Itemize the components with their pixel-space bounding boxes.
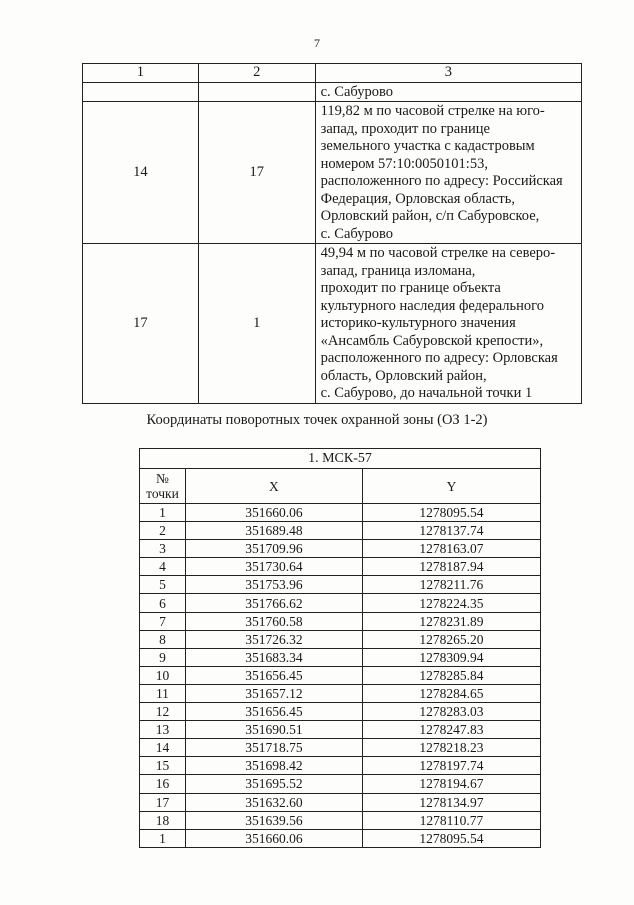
y-coordinate: 1278194.67 bbox=[362, 775, 540, 793]
point-number: 18 bbox=[140, 811, 186, 829]
boundary-continuation-row bbox=[83, 82, 582, 102]
description-line: с. Сабурово, до начальной точки 1 bbox=[320, 385, 533, 401]
table-row bbox=[140, 576, 541, 594]
x-coordinate: 351760.58 bbox=[185, 612, 362, 630]
description-line: культурного наследия федерального bbox=[320, 297, 544, 314]
y-coordinate: 1278187.94 bbox=[362, 558, 540, 576]
header-col-3: 3 bbox=[315, 64, 581, 83]
coordinate-system-row bbox=[140, 449, 541, 469]
x-coordinate: 351656.45 bbox=[185, 703, 362, 721]
to-point: 1 bbox=[198, 244, 315, 404]
y-coordinate: 1278285.84 bbox=[362, 666, 540, 684]
y-coordinate: 1278134.97 bbox=[362, 793, 540, 811]
table-row bbox=[140, 540, 541, 558]
table-row bbox=[140, 775, 541, 793]
table-row bbox=[140, 504, 541, 522]
coordinates-table bbox=[139, 448, 541, 848]
y-coordinate: 1278284.65 bbox=[362, 684, 540, 702]
table-row bbox=[140, 739, 541, 757]
boundary-row bbox=[83, 102, 582, 244]
y-header: Y bbox=[362, 469, 540, 504]
point-number: 1 bbox=[140, 829, 186, 847]
header-line: точки bbox=[146, 486, 179, 501]
table-row bbox=[140, 703, 541, 721]
page-number: 7 bbox=[314, 36, 320, 50]
description-line: с. Сабурово bbox=[320, 225, 393, 242]
x-coordinate: 351753.96 bbox=[185, 576, 362, 594]
boundary-row bbox=[83, 244, 582, 404]
from-point: 17 bbox=[83, 244, 199, 404]
x-coordinate: 351766.62 bbox=[185, 594, 362, 612]
continuation-text: с. Сабурово bbox=[315, 82, 581, 102]
y-coordinate: 1278231.89 bbox=[362, 612, 540, 630]
y-coordinate: 1278218.23 bbox=[362, 739, 540, 757]
x-coordinate: 351656.45 bbox=[185, 666, 362, 684]
point-number: 16 bbox=[140, 775, 186, 793]
table-cell bbox=[83, 82, 199, 102]
x-coordinate: 351632.60 bbox=[185, 793, 362, 811]
header-line: № bbox=[156, 471, 169, 486]
table-row bbox=[140, 558, 541, 576]
x-coordinate: 351683.34 bbox=[185, 648, 362, 666]
description-line: земельного участка с кадастровым bbox=[320, 138, 535, 154]
y-coordinate: 1278095.54 bbox=[362, 829, 540, 847]
coordinates-section-title: Координаты поворотных точек охранной зоны (ОЗ 1-2) bbox=[146, 412, 488, 428]
table-row bbox=[140, 811, 541, 829]
description-line: Федерация, Орловская область, bbox=[320, 190, 515, 207]
description-line: запад, граница изломана, bbox=[320, 262, 476, 279]
point-number: 9 bbox=[140, 648, 186, 666]
point-number: 3 bbox=[140, 540, 186, 558]
coordinate-system-label: 1. МСК-57 bbox=[140, 449, 541, 469]
description-line: область, Орловский район, bbox=[320, 367, 487, 384]
y-coordinate: 1278283.03 bbox=[362, 703, 540, 721]
y-coordinate: 1278163.07 bbox=[362, 540, 540, 558]
table-row bbox=[140, 630, 541, 648]
x-coordinate: 351690.51 bbox=[185, 721, 362, 739]
y-coordinate: 1278265.20 bbox=[362, 630, 540, 648]
table-row bbox=[140, 612, 541, 630]
to-point: 17 bbox=[198, 102, 315, 244]
table-row bbox=[140, 594, 541, 612]
point-number: 6 bbox=[140, 594, 186, 612]
boundary-table-header bbox=[83, 64, 582, 83]
point-number: 13 bbox=[140, 721, 186, 739]
table-row bbox=[140, 829, 541, 847]
y-coordinate: 1278095.54 bbox=[362, 504, 540, 522]
table-row bbox=[140, 684, 541, 702]
y-coordinate: 1278137.74 bbox=[362, 522, 540, 540]
y-coordinate: 1278110.77 bbox=[362, 811, 540, 829]
point-number: 14 bbox=[140, 739, 186, 757]
x-coordinate: 351689.48 bbox=[185, 522, 362, 540]
description-line: «Ансамбль Сабуровской крепости», bbox=[320, 332, 544, 349]
description-line: расположенного по адресу: Орловская bbox=[320, 350, 558, 366]
from-point: 14 bbox=[83, 102, 199, 244]
description-line: запад, проходит по границе bbox=[320, 120, 490, 137]
y-coordinate: 1278211.76 bbox=[362, 576, 540, 594]
table-cell bbox=[198, 82, 315, 102]
point-number: 1 bbox=[140, 504, 186, 522]
point-number: 15 bbox=[140, 757, 186, 775]
description-line: 49,94 м по часовой стрелке на северо- bbox=[320, 245, 556, 261]
point-number-header bbox=[140, 469, 186, 504]
point-number: 2 bbox=[140, 522, 186, 540]
y-coordinate: 1278309.94 bbox=[362, 648, 540, 666]
table-row bbox=[140, 648, 541, 666]
x-header: X bbox=[185, 469, 362, 504]
point-number: 11 bbox=[140, 684, 186, 702]
coordinates-body bbox=[140, 504, 541, 848]
x-coordinate: 351639.56 bbox=[185, 811, 362, 829]
description-line: расположенного по адресу: Российская bbox=[320, 173, 563, 189]
point-number: 8 bbox=[140, 630, 186, 648]
table-row bbox=[140, 721, 541, 739]
table-row bbox=[140, 522, 541, 540]
x-coordinate: 351660.06 bbox=[185, 829, 362, 847]
description-line: Орловский район, с/п Сабуровское, bbox=[320, 208, 540, 224]
description-line: проходит по границе объекта bbox=[320, 280, 501, 296]
header-col-2: 2 bbox=[198, 64, 315, 83]
point-number: 10 bbox=[140, 666, 186, 684]
x-coordinate: 351709.96 bbox=[185, 540, 362, 558]
y-coordinate: 1278247.83 bbox=[362, 721, 540, 739]
coordinates-header-row bbox=[140, 469, 541, 504]
description-line: номером 57:10:0050101:53, bbox=[320, 155, 488, 172]
point-number: 4 bbox=[140, 558, 186, 576]
y-coordinate: 1278197.74 bbox=[362, 757, 540, 775]
x-coordinate: 351718.75 bbox=[185, 739, 362, 757]
x-coordinate: 351660.06 bbox=[185, 504, 362, 522]
y-coordinate: 1278224.35 bbox=[362, 594, 540, 612]
table-row bbox=[140, 666, 541, 684]
x-coordinate: 351695.52 bbox=[185, 775, 362, 793]
point-number: 12 bbox=[140, 703, 186, 721]
table-row bbox=[140, 793, 541, 811]
x-coordinate: 351698.42 bbox=[185, 757, 362, 775]
header-col-1: 1 bbox=[83, 64, 199, 83]
boundary-description bbox=[315, 244, 581, 404]
point-number: 7 bbox=[140, 612, 186, 630]
x-coordinate: 351657.12 bbox=[185, 684, 362, 702]
description-line: историко-культурного значения bbox=[320, 315, 516, 331]
x-coordinate: 351730.64 bbox=[185, 558, 362, 576]
description-line: 119,82 м по часовой стрелке на юго- bbox=[320, 103, 545, 119]
table-row bbox=[140, 757, 541, 775]
point-number: 5 bbox=[140, 576, 186, 594]
point-number: 17 bbox=[140, 793, 186, 811]
boundary-description bbox=[315, 102, 581, 244]
boundary-description-table bbox=[82, 63, 582, 404]
x-coordinate: 351726.32 bbox=[185, 630, 362, 648]
